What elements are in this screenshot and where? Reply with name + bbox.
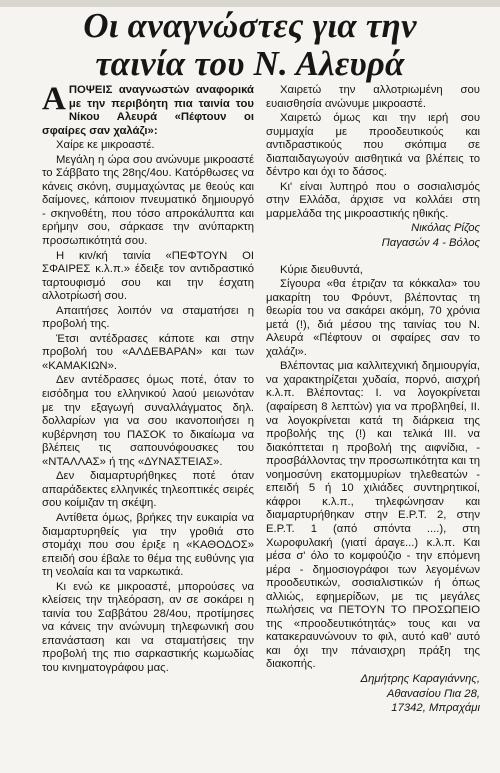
- paragraph: Κι' είναι λυπηρό που ο σοσιαλισμός στην Ελλάδα, άρχισε να κολλάει στη μαρμελάδα της μικροαστικής ηθικής.: [266, 180, 480, 220]
- headline: [0, 7, 500, 83]
- paragraph: Χαιρετώ την αλλοτριωμένη σου ευαισθησία ανώνυμε μικροαστέ.: [266, 84, 480, 110]
- left-column: [42, 81, 254, 677]
- paragraph: Έτσι αντέδρασες κάποτε και στην προβολή του «ΑΛΔΕΒΑΡΑΝ» και των «ΚΑΜΑΚΙΩΝ».: [42, 332, 254, 372]
- letter-karagiannis: [266, 264, 480, 716]
- salutation: Κύριε διευθυντά,: [280, 263, 363, 276]
- right-column: [266, 84, 480, 717]
- headline-line-1: Οι αναγνώστες για την: [83, 6, 417, 45]
- paragraph: Μεγάλη η ώρα σου ανώνυμε μικροαστέ το Σάββατο της 28ης/4ου. Κατόρθωσες να κάνεις σκόνη, συμμαχώντας με θεούς και δαίμονες, κάποιον πνευματικό δημιουργό - σκηνοθέτη, που τόσο απροκάλυπτα και ερήμην σου, σάρκασε την ανύπαρκτη προσωπικότητά σου.: [42, 153, 254, 248]
- signature-address-line-2: 17342, Μπραχάμι: [391, 702, 480, 715]
- paragraph: Κι ενώ κε μικροαστέ, μπορούσες να κλείσεις την τηλεόραση, αν σε σοκάρει η ταινία του Σαββάτου 28/4ου, προτίμησες να κάνεις την ανώνυμη τηλεφωνική σου επανάσταση και να σταματήσεις την προβολή της πιο σαρκαστικής κωμωδίας του κινηματογράφου μας.: [42, 580, 254, 674]
- paragraph: Η κιν/κή ταινία «ΠΕΦΤΟΥΝ ΟΙ ΣΦΑΙΡΕΣ κ.λ.π.» έδειξε τον αντιδραστικό ταρτουφισμό σου και την έσχατη αλλοτρίωσή σου.: [42, 249, 254, 303]
- paragraph: Απαιτήσες λοιπόν να σταματήσει η προβολή της.: [42, 304, 254, 331]
- intro-text: ΠΟΨΕΙΣ αναγνωστών αναφορικά με την περιβόητη πια ταινία του Νίκου Αλευρά «Πέφτουν οι σφαίρες σαν χαλάζι»:: [42, 84, 254, 137]
- paragraph: Αντίθετα όμως, βρήκες την ευκαιρία να διαμαρτυρηθείς για την γροθιά στο στομάχι που σου έριξε η «ΚΑΘΟΔΟΣ» επειδή σου έβαλε το θέμα της ευθύνης για τη νεολαία και τα ναρκωτικά.: [42, 511, 254, 579]
- paragraph: Βλέποντας μια καλλιτεχνική δημιουργία, να χαρακτηρίζεται χυδαία, πορνό, αισχρή κ.λ.π. Βλέποντας: I. να λογοκρίνεται (αφαίρεση 8 λεπτών) για να προβληθεί, II. να λογοκρίνεται κατά τη διάρκεια της προβολής της (!) και τελικά III. να διακόπτεται η προβολή της αιφνίδια, - προσβάλλοντας την προσωπικότητα και τη νοημοσύνη εκατομμυρίων τηλεθεατών - επειδή 5 ή 10 χιλιάδες συντηρητικοί, κάφροι κ.λ.π., τηλεφώνησαν και διαμαρτυρήθηκαν στην Ε.Ρ.Τ. 2, στην Ε.Ρ.Τ. 1 (από σπόντα ....), στη Χωροφυλακή (γιατί άραγε...) κ.λ.π. Και μέσα σ' όλο το κομφούζιο - την επόμενη μέρα - δημοσιογράφοι των λεγομένων προοδευτικών, σοσιαλιστικών ή όπως αλλιώς, εφημερίδων, με τις μεγάλες πωλήσεις να ΠΕΤΟΥΝ ΤΟ ΠΡΟΣΩΠΕΙΟ της «προοδευτικότητάς» τους και να κατακεραυνώνουν το φιλ, αυτό καθ' αυτό και όχι την πάναισχρη πράξη της διακοπής.: [266, 360, 480, 671]
- signature-address: Παγασών 4 - Βόλος: [381, 237, 480, 250]
- signature-address-line-1: Αθανασίου Πια 28,: [386, 687, 480, 700]
- paragraph: Χαίρε κε μικροαστέ.: [56, 139, 155, 152]
- paragraph: Χαιρετώ όμως και την ιερή σου συμμαχία με προοδευτικούς και αντιδραστικούς που σκόπιμα σε διαπαιδαγωγούν αισθητικά να βλέπεις το δέντρο και όχι το δάσος.: [266, 112, 480, 179]
- signature-name: Νικόλας Ρίζος: [411, 222, 480, 235]
- letter-rizos: [266, 84, 480, 251]
- paragraph: Δεν αντέδρασες όμως ποτέ, όταν το εισόδημα του ελληνικού λαού μειωνόταν με την εξαγωγή συναλλάγματος δηλ. δολλαρίων για να σου ικανοποιήσει η κυβέρνηση του ΠΑΣΟΚ το δικαίωμα να βλέπεις τις σαπουνόφουσκες του «ΝΤΑΛΛΑΣ» ή της «ΔΥΝΑΣΤΕΙΑΣ».: [42, 374, 254, 468]
- drop-cap: Α: [42, 81, 66, 117]
- intro-paragraph: [42, 81, 254, 138]
- paragraph: Σίγουρα «θα έτριζαν τα κόκκαλα» του μακαρίτη του Φρόυντ, βλέποντας τη θεωρία του να σακάρει ακόμη, 70 χρόνια μετά (!), διά μέσου της ταινίας του Ν. Αλευρά «Πέφτουν οι σφαίρες σαν το χαλάζι».: [266, 278, 480, 358]
- headline-line-2: ταινία του Ν. Αλευρά: [95, 44, 405, 83]
- paragraph: Δεν διαμαρτυρήθηκες ποτέ όταν απαράδεκτες ελληνικές τηλεοπτικές σειρές σου κοίμιζαν τη σκέψη.: [42, 470, 254, 510]
- signature-name: Δημήτρης Καραγιάννης,: [360, 672, 480, 685]
